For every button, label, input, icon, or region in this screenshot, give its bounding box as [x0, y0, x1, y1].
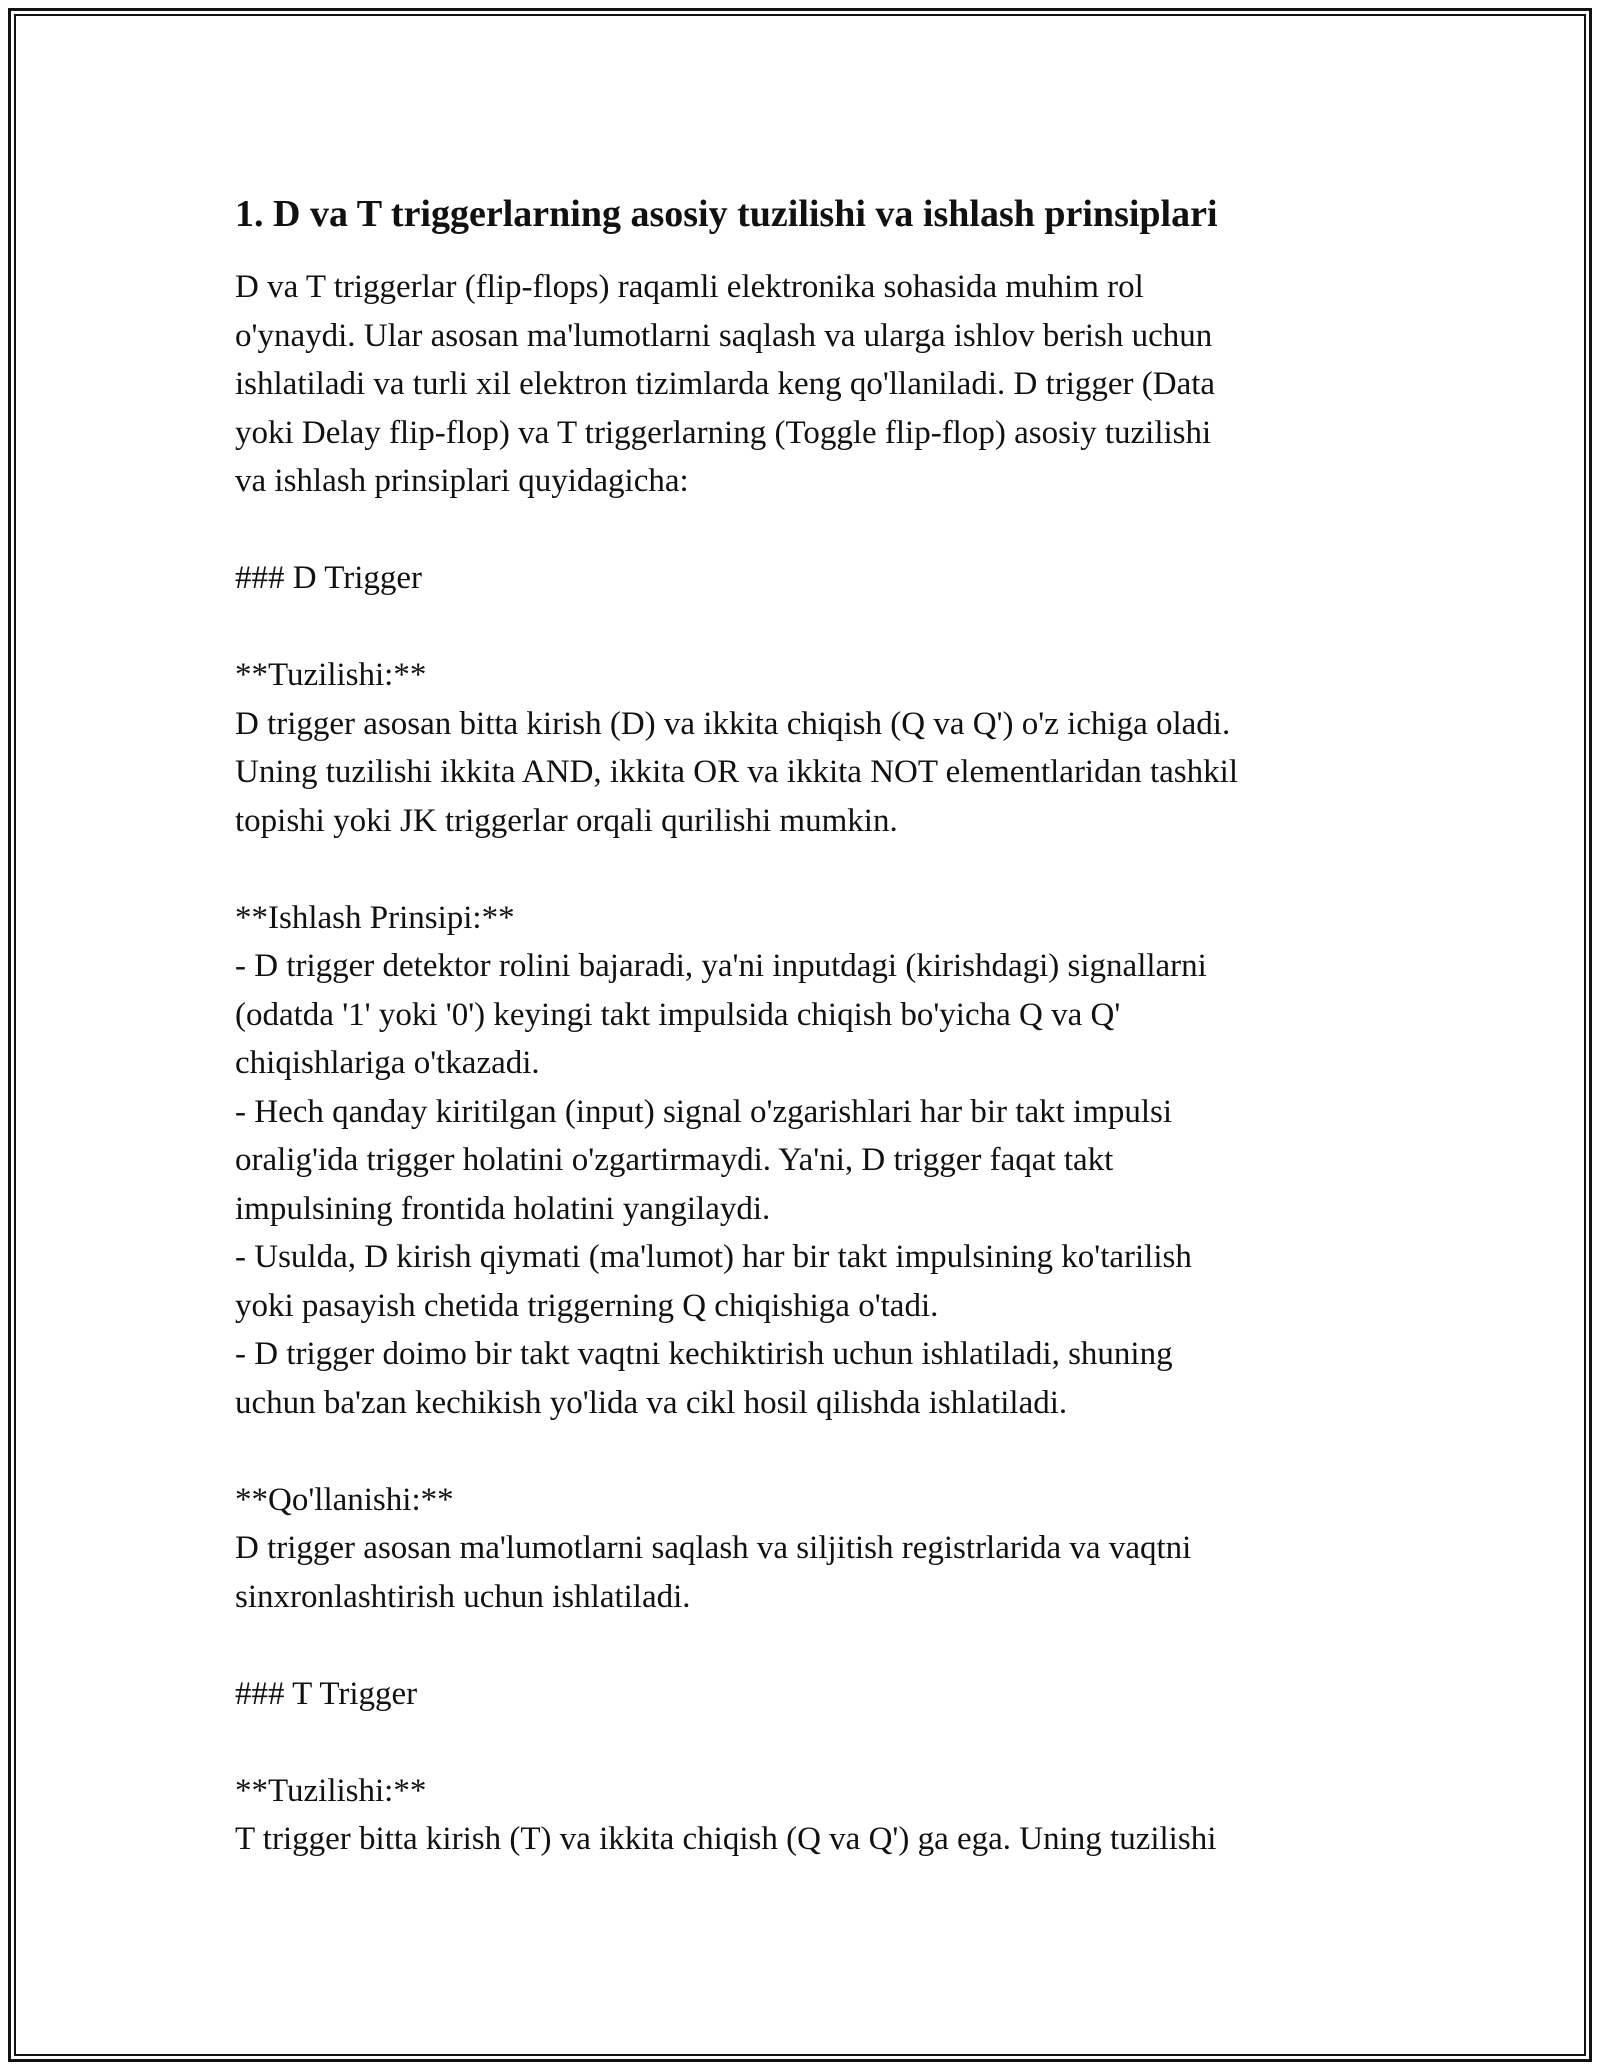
- t-trigger-structure: [235, 1767, 1375, 1864]
- text-line: o'ynaydi. Ular asosan ma'lumotlarni saqlash va ularga ishlov berish uchun: [235, 317, 1213, 354]
- blank-line: [235, 1427, 1375, 1476]
- text-line: D va T triggerlar (flip-flops) raqamli elektronika sohasida muhim rol: [235, 269, 1144, 305]
- text-line: oralig'ida trigger holatini o'zgartirmaydi. Ya'ni, D trigger faqat takt: [235, 1142, 1114, 1178]
- text-line: chiqishlariga o'tkazadi.: [235, 1045, 540, 1081]
- blank-line: [235, 845, 1375, 894]
- intro-paragraph: [235, 263, 1375, 506]
- text-line: - Usulda, D kirish qiymati (ma'lumot) har bir takt impulsining ko'tarilish: [235, 1239, 1192, 1275]
- text-line: va ishlash prinsiplari quyidagicha:: [235, 463, 689, 499]
- text-line: - D trigger detektor rolini bajaradi, ya'ni inputdagi (kirishdagi) signallarni: [235, 948, 1207, 984]
- text-line: - Hech qanday kiritilgan (input) signal o'zgarishlari har bir takt impulsi: [235, 1093, 1173, 1130]
- subsection-label: **Tuzilishi:**: [235, 1772, 427, 1809]
- blank-line: [235, 1718, 1375, 1767]
- document-body: [235, 185, 1375, 1864]
- blank-line: [235, 1621, 1375, 1670]
- subsection-label: **Tuzilishi:**: [235, 657, 427, 693]
- text-line: ishlatiladi va turli xil elektron tizimlarda keng qo'llaniladi. D trigger (Data: [235, 366, 1216, 402]
- text-line: yoki Delay flip-flop) va T triggerlarning (Toggle flip-flop) asosiy tuzilishi: [235, 414, 1212, 451]
- text-line: yoki pasayish chetida triggerning Q chiqishiga o'tadi.: [235, 1287, 939, 1324]
- d-trigger-principle: [235, 894, 1375, 1428]
- blank-line: [235, 506, 1375, 555]
- subsection-label: **Ishlash Prinsipi:**: [235, 899, 515, 936]
- t-trigger-heading: [235, 1670, 1375, 1719]
- text-line: T trigger bitta kirish (T) va ikkita chiqish (Q va Q') ga ega. Uning tuzilishi: [235, 1821, 1217, 1857]
- d-trigger-structure: [235, 651, 1375, 845]
- text-line: (odatda '1' yoki '0') keyingi takt impulsida chiqish bo'yicha Q va Q': [235, 996, 1121, 1033]
- subsection-label: **Qo'llanishi:**: [235, 1481, 454, 1518]
- page-title: 1. D va T triggerlarning asosiy tuzilishi va ishlash prinsiplari: [235, 193, 1218, 235]
- text-line: D trigger asosan ma'lumotlarni saqlash va siljitish registrlarida va vaqtni: [235, 1530, 1192, 1566]
- text-line: - D trigger doimo bir takt vaqtni kechiktirish uchun ishlatiladi, shuning: [235, 1336, 1173, 1372]
- section-heading: ### T Trigger: [235, 1675, 418, 1712]
- section-heading: ### D Trigger: [235, 560, 423, 596]
- text-line: Uning tuzilishi ikkita AND, ikkita OR va ikkita NOT elementlaridan tashkil: [235, 754, 1238, 790]
- d-trigger-heading: [235, 554, 1375, 603]
- text-line: topishi yoki JK triggerlar orqali qurilishi mumkin.: [235, 802, 898, 839]
- text-line: uchun ba'zan kechikish yo'lida va cikl hosil qilishda ishlatiladi.: [235, 1384, 1068, 1421]
- text-line: D trigger asosan bitta kirish (D) va ikkita chiqish (Q va Q') o'z ichiga oladi.: [235, 705, 1231, 742]
- text-line: impulsining frontida holatini yangilaydi.: [235, 1190, 771, 1227]
- text-line: sinxronlashtirish uchun ishlatiladi.: [235, 1578, 691, 1615]
- blank-line: [235, 603, 1375, 652]
- d-trigger-usage: [235, 1476, 1375, 1622]
